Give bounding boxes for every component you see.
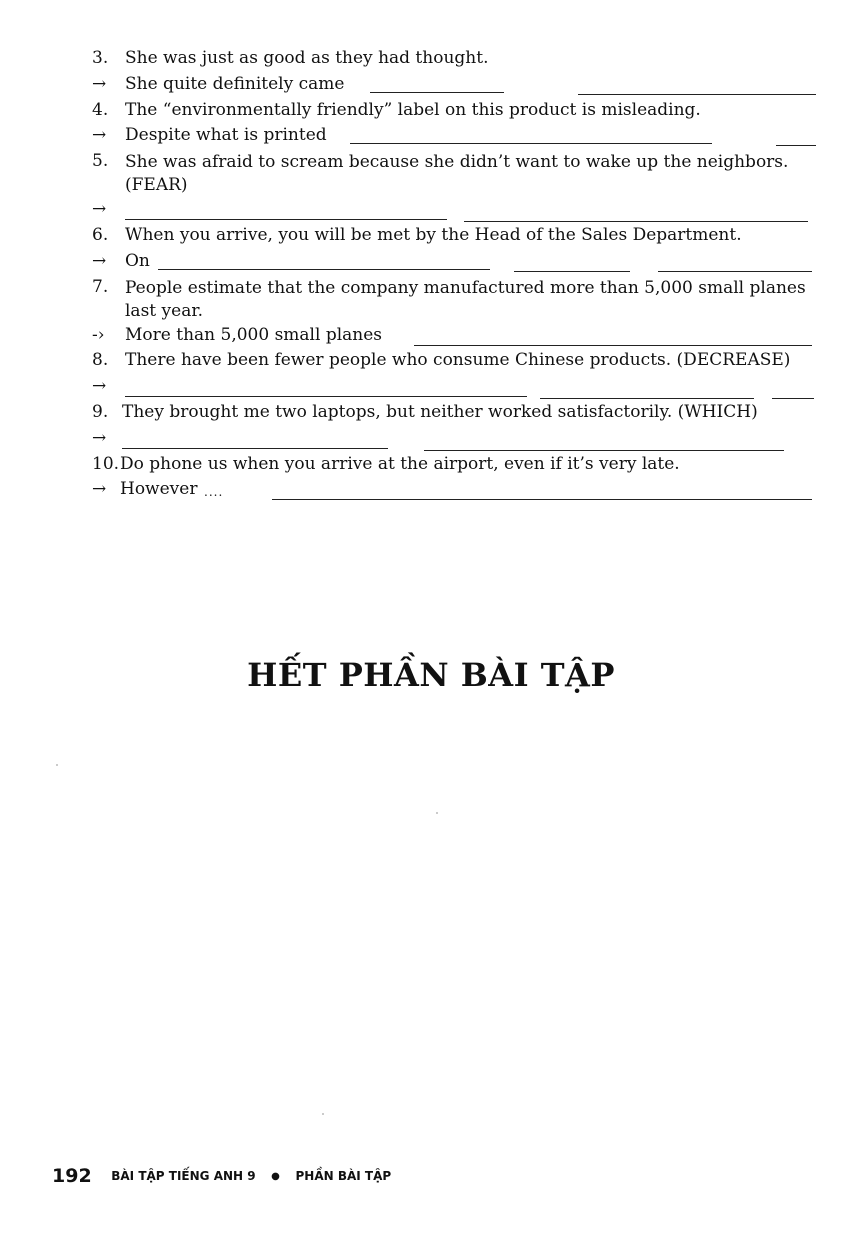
question-4 bbox=[92, 98, 818, 124]
question-text: Do phone us when you arrive at the airport, even if it’s very late. bbox=[120, 453, 680, 474]
bullet-icon: ● bbox=[271, 1170, 280, 1182]
question-number: 7. bbox=[92, 276, 109, 297]
arrow-icon: → bbox=[92, 427, 107, 448]
question-text: She was just as good as they had thought. bbox=[125, 48, 489, 68]
answer-10 bbox=[92, 477, 818, 503]
question-number: 10. bbox=[92, 453, 120, 474]
answer-blank[interactable] bbox=[125, 396, 527, 397]
answer-blank[interactable] bbox=[272, 499, 812, 500]
answer-prompt: On bbox=[125, 250, 150, 271]
answer-blank[interactable] bbox=[370, 92, 504, 93]
answer-3 bbox=[92, 72, 818, 98]
question-text: When you arrive, you will be met by the Head of the Sales Department. bbox=[125, 224, 742, 245]
arrow-icon: → bbox=[92, 250, 107, 271]
answer-blank[interactable] bbox=[776, 145, 816, 146]
question-7 bbox=[92, 275, 818, 323]
question-3 bbox=[92, 46, 818, 72]
answer-7 bbox=[92, 323, 818, 349]
arrow-icon: → bbox=[92, 479, 107, 500]
answer-dots: .... bbox=[204, 485, 224, 500]
question-8 bbox=[92, 348, 818, 374]
answer-blank[interactable] bbox=[125, 219, 447, 220]
answer-prompt: Despite what is printed bbox=[125, 125, 327, 146]
answer-blank[interactable] bbox=[414, 345, 812, 346]
question-text: People estimate that the company manufactured more than 5,000 small planes last year. bbox=[125, 277, 806, 321]
question-number: 5. bbox=[92, 151, 109, 172]
answer-6 bbox=[92, 249, 818, 275]
question-9 bbox=[92, 400, 818, 426]
arrow-icon: → bbox=[92, 125, 107, 146]
scan-speck bbox=[436, 812, 438, 814]
page-title: HẾT PHẦN BÀI TẬP bbox=[247, 656, 615, 694]
question-text: She was afraid to scream because she didn’t want to wake up the neighbors. (FEAR) bbox=[125, 152, 789, 196]
question-number: 4. bbox=[92, 99, 109, 120]
question-5 bbox=[92, 149, 818, 197]
answer-blank[interactable] bbox=[578, 94, 816, 95]
scan-speck bbox=[56, 764, 58, 766]
section-title: PHẦN BÀI TẬP bbox=[295, 1169, 392, 1183]
page-number: 192 bbox=[52, 1165, 92, 1187]
answer-blank[interactable] bbox=[350, 143, 712, 144]
answer-blank[interactable] bbox=[122, 448, 388, 449]
arrow-icon: → bbox=[92, 376, 107, 397]
answer-prompt: However bbox=[120, 479, 198, 500]
arrow-icon: → bbox=[92, 73, 107, 94]
question-number: 9. bbox=[92, 401, 109, 422]
book-title: BÀI TẬP TIẾNG ANH 9 bbox=[111, 1169, 256, 1183]
question-number: 3. bbox=[92, 48, 109, 68]
question-text: There have been fewer people who consume Chinese products. (DECREASE) bbox=[125, 350, 791, 371]
answer-9 bbox=[92, 426, 818, 452]
scan-speck bbox=[322, 1113, 324, 1115]
page-footer bbox=[52, 1165, 391, 1187]
answer-blank[interactable] bbox=[514, 271, 630, 272]
answer-prompt: She quite definitely came bbox=[125, 73, 345, 94]
answer-4 bbox=[92, 123, 818, 149]
question-text: They brought me two laptops, but neither worked satisfactorily. (WHICH) bbox=[122, 401, 758, 422]
question-10 bbox=[92, 452, 818, 478]
question-6 bbox=[92, 223, 818, 249]
question-number: 6. bbox=[92, 224, 109, 245]
answer-5 bbox=[92, 197, 818, 223]
arrow-icon: → bbox=[92, 199, 107, 220]
answer-prompt: More than 5,000 small planes bbox=[125, 324, 383, 345]
exercise-list bbox=[92, 46, 818, 503]
question-text: The “environmentally friendly” label on this product is misleading. bbox=[125, 99, 701, 120]
answer-blank[interactable] bbox=[658, 271, 812, 272]
answer-8 bbox=[92, 374, 818, 400]
arrow-icon: -› bbox=[92, 324, 105, 345]
answer-blank[interactable] bbox=[158, 269, 490, 270]
question-number: 8. bbox=[92, 350, 109, 371]
